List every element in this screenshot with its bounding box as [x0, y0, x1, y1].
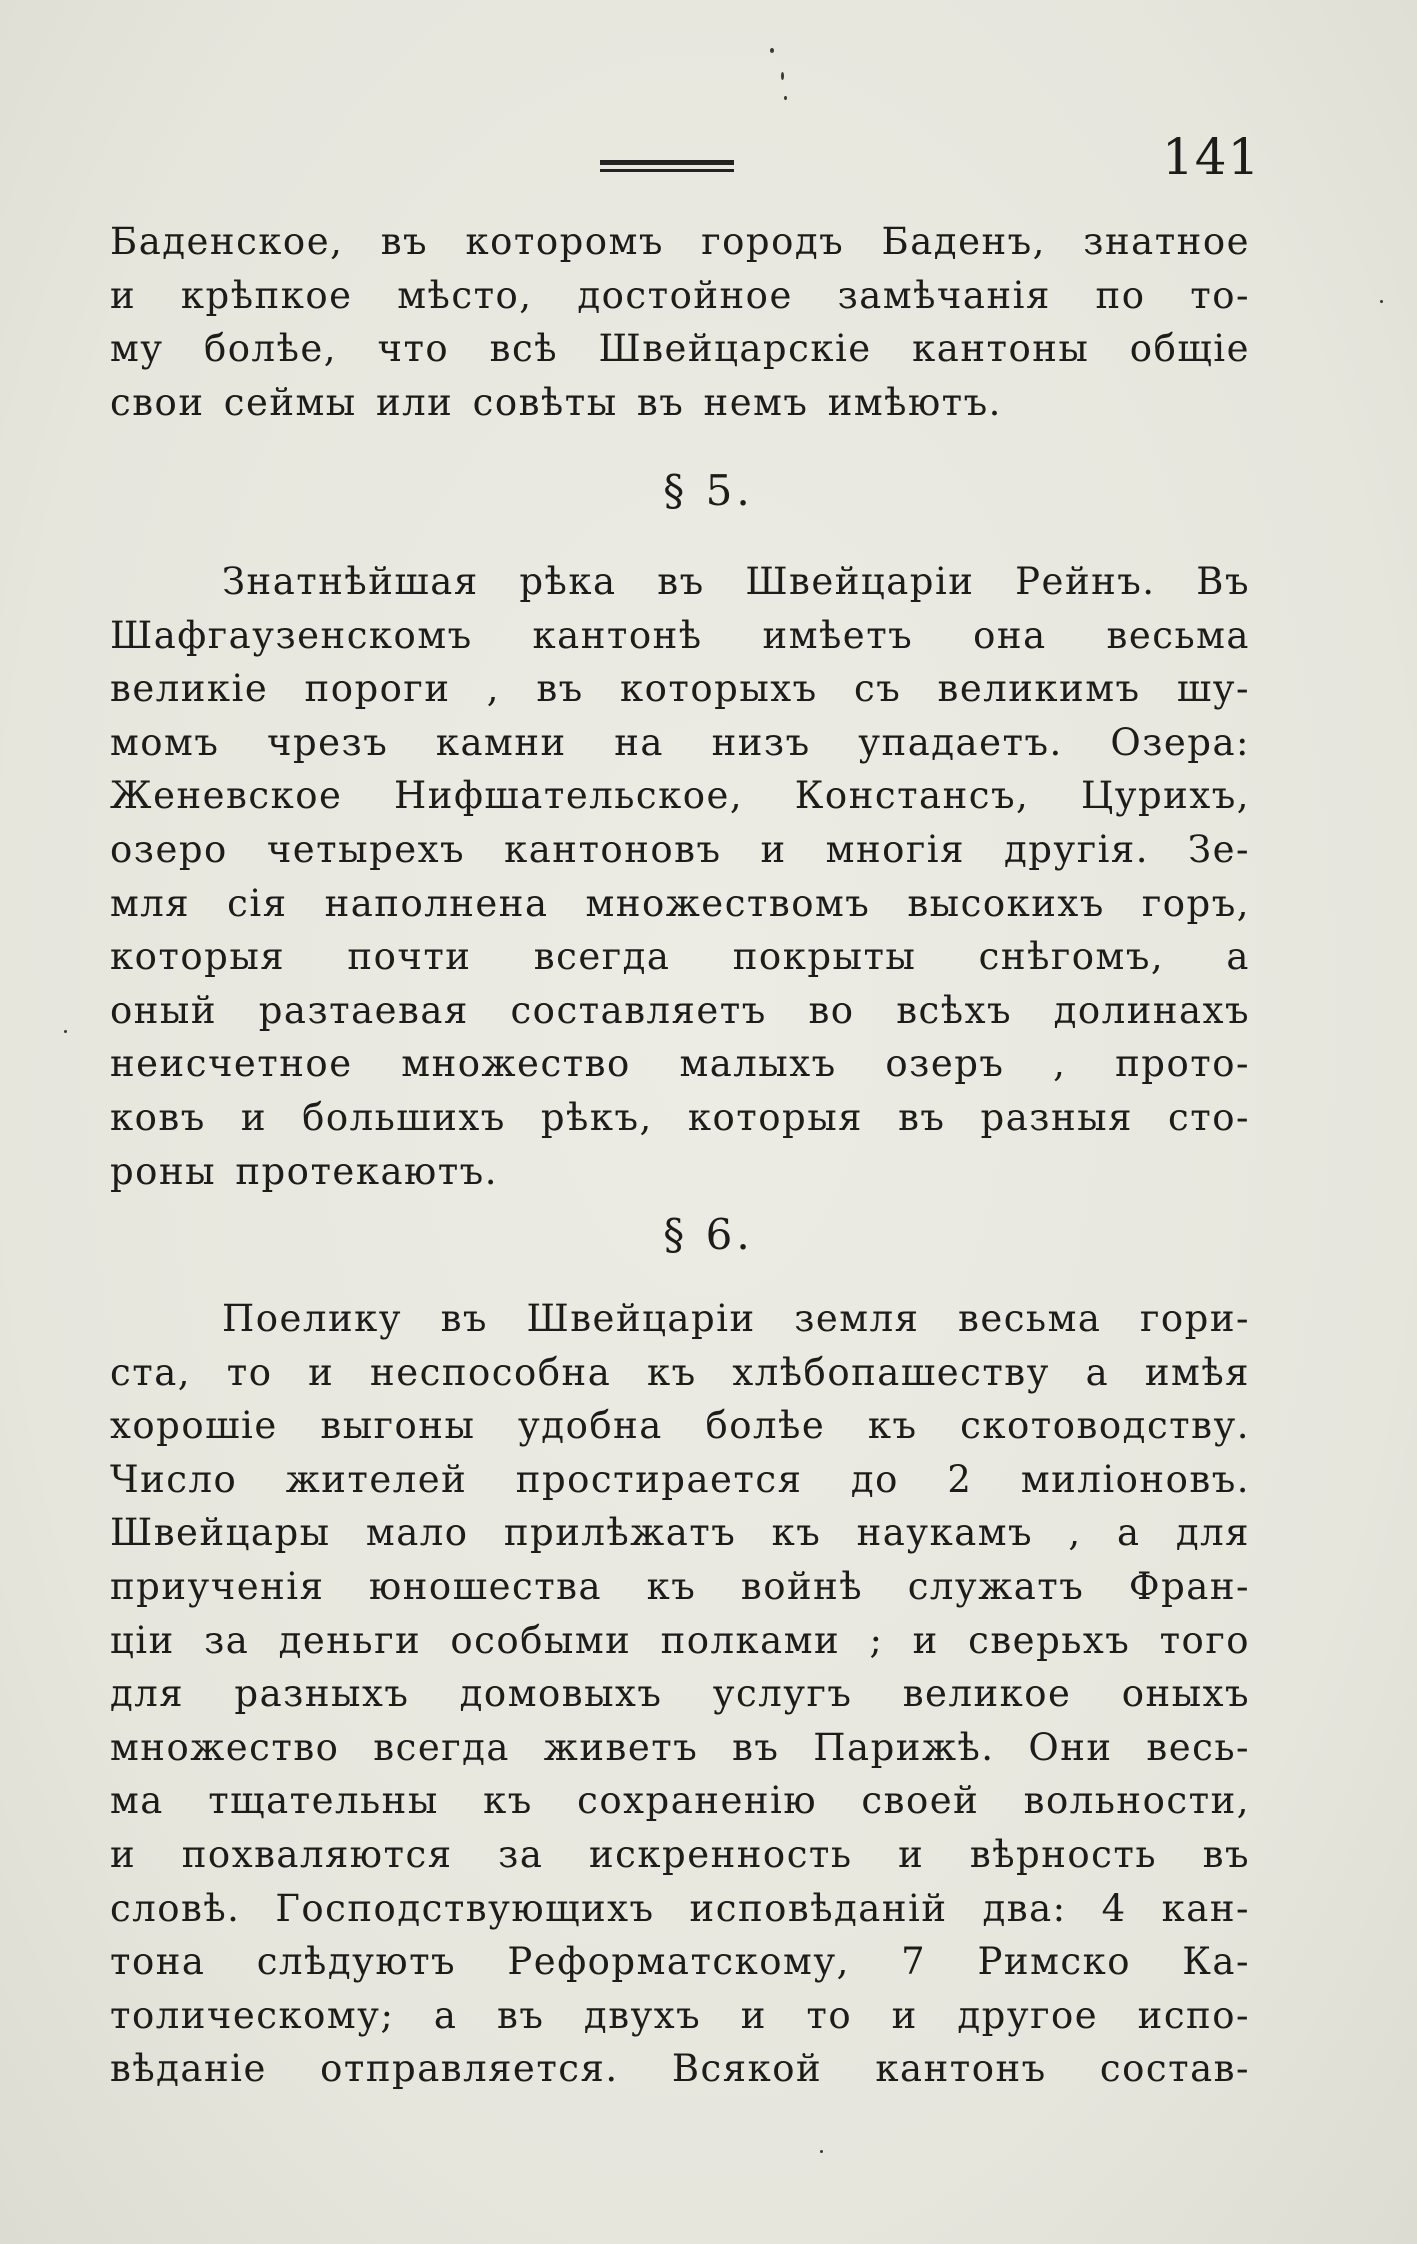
text-line: момъ чрезъ камни на низъ упадаетъ. Озера: [110, 720, 1250, 764]
ink-speck [784, 96, 787, 100]
page-number: 141 [1162, 128, 1261, 186]
text-line: озеро четырехъ кантоновъ и многія другія. Зе- [110, 827, 1250, 871]
text-line: ковъ и большихъ рѣкъ, которыя въ разныя сто- [110, 1095, 1250, 1139]
text-line: словѣ. Господствующихъ исповѣданій два: 4 кан- [110, 1886, 1250, 1930]
ink-speck [1380, 300, 1383, 303]
text-line: толическому; а въ двухъ и то и другое испо- [110, 1993, 1250, 2037]
text-line: вѣданіе отправляется. Всякой кантонъ состав- [110, 2047, 1250, 2091]
ink-speck [770, 48, 774, 53]
text-line: приученія юношества къ войнѣ служатъ Фран- [110, 1564, 1250, 1608]
text-line: оный разтаевая составляетъ во всѣхъ долинахъ [110, 988, 1250, 1032]
section-5-heading: § 5. [663, 466, 754, 515]
header-rule [600, 160, 734, 172]
text-line: Баденское, въ которомъ городъ Баденъ, знатное [110, 220, 1250, 263]
text-line: тона слѣдуютъ Реформатскому, 7 Римско Ка- [110, 1940, 1250, 1984]
text-line: хорошіе выгоны удобна болѣе къ скотоводству. [110, 1404, 1250, 1448]
text-line: роны протекаютъ. [110, 1149, 498, 1193]
section-6-heading: § 6. [663, 1210, 754, 1259]
text-line: ста, то и неспособна къ хлѣбопашеству а имѣя [110, 1350, 1250, 1394]
text-line: и крѣпкое мѣсто, достойное замѣчанія по то- [110, 273, 1250, 317]
text-line: Поелику въ Швейцаріи земля весьма гори- [222, 1297, 1250, 1340]
ink-speck [820, 2150, 823, 2153]
text-line: ма тщательны къ сохраненію своей вольности, [110, 1779, 1250, 1823]
intro-paragraph [110, 215, 1250, 429]
text-line: мля сія наполнена множествомъ высокихъ горъ, [110, 881, 1250, 925]
text-line: для разныхъ домовыхъ услугъ великое оныхъ [110, 1672, 1250, 1716]
section-6-paragraph [110, 1292, 1250, 2096]
text-line: ціи за деньги особыми полками ; и сверьхъ того [110, 1618, 1250, 1662]
text-line: свои сеймы или совѣты въ немъ имѣютъ. [110, 380, 1002, 424]
text-line: неисчетное множество малыхъ озеръ , прото- [110, 1042, 1250, 1086]
text-line: Число жителей простирается до 2 миліоновъ. [110, 1457, 1250, 1501]
page-header [0, 120, 1417, 190]
text-line: Женевское Нифшательское, Констансъ, Цурихъ, [110, 774, 1250, 818]
text-line: Знатнѣйшая рѣка въ Швейцаріи Рейнъ. Въ [222, 560, 1250, 603]
text-line: Швейцары мало прилѣжатъ къ наукамъ , а для [110, 1511, 1250, 1555]
text-line: множество всегда живетъ въ Парижѣ. Они весь- [110, 1725, 1250, 1769]
text-line: му болѣе, что всѣ Швейцарскіе кантоны общіе [110, 327, 1250, 371]
ink-speck [781, 72, 784, 80]
text-line: и похваляются за искренность и вѣрность въ [110, 1832, 1250, 1876]
ink-speck [64, 1030, 67, 1033]
text-line: великіе пороги , въ которыхъ съ великимъ шу- [110, 667, 1250, 711]
text-line: Шафгаузенскомъ кантонѣ имѣетъ она весьма [110, 613, 1250, 657]
section-5-paragraph [110, 555, 1250, 1198]
text-line: которыя почти всегда покрыты снѣгомъ, а [110, 935, 1250, 979]
